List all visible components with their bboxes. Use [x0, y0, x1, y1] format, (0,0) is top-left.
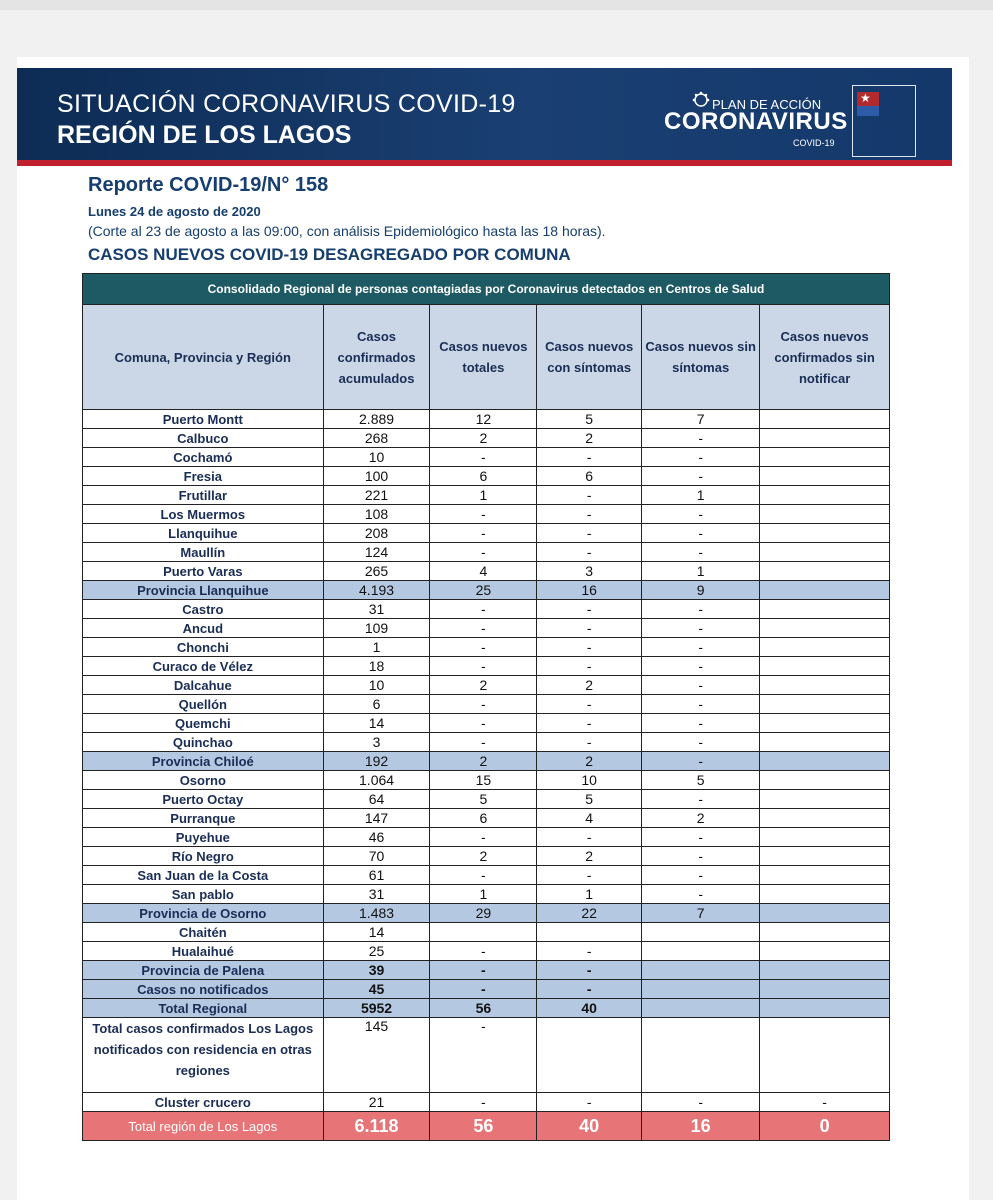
cell-acumulados: 6.118	[323, 1112, 430, 1141]
cell-sin-notificar	[760, 543, 890, 562]
header-sin-sintomas: Casos nuevos sin síntomas	[642, 305, 760, 410]
cell-sin-sintomas: -	[642, 752, 760, 771]
province-row	[83, 581, 890, 600]
cell-acumulados: 208	[323, 524, 430, 543]
cell-sin-sintomas: -	[642, 885, 760, 904]
cell-nuevos-totales: -	[430, 1093, 537, 1112]
cell-nuevos-totales: -	[430, 524, 537, 543]
virus-icon	[690, 91, 712, 107]
cell-acumulados: 265	[323, 562, 430, 581]
cell-nuevos-totales: -	[430, 866, 537, 885]
cell-sin-sintomas	[642, 961, 760, 980]
cell-con-sintomas: -	[537, 695, 642, 714]
cell-comuna: Curaco de Vélez	[83, 657, 324, 676]
cell-con-sintomas: 10	[537, 771, 642, 790]
cell-comuna: Osorno	[83, 771, 324, 790]
cell-con-sintomas: 6	[537, 467, 642, 486]
cell-acumulados: 14	[323, 923, 430, 942]
cell-nuevos-totales: -	[430, 733, 537, 752]
cell-sin-notificar	[760, 638, 890, 657]
cell-comuna: Provincia Llanquihue	[83, 581, 324, 600]
cell-sin-notificar	[760, 942, 890, 961]
cell-con-sintomas: -	[537, 733, 642, 752]
cell-con-sintomas: -	[537, 961, 642, 980]
cell-nuevos-totales: -	[430, 1018, 537, 1093]
cell-comuna: Quellón	[83, 695, 324, 714]
cell-con-sintomas: 3	[537, 562, 642, 581]
cell-comuna: Ancud	[83, 619, 324, 638]
cell-con-sintomas: 1	[537, 885, 642, 904]
cell-con-sintomas: 2	[537, 676, 642, 695]
cell-nuevos-totales: 2	[430, 676, 537, 695]
cell-comuna: Chonchi	[83, 638, 324, 657]
cell-con-sintomas: -	[537, 600, 642, 619]
cell-comuna: Quinchao	[83, 733, 324, 752]
cell-comuna: Provincia Chiloé	[83, 752, 324, 771]
cell-comuna: Total Regional	[83, 999, 324, 1018]
cell-acumulados: 124	[323, 543, 430, 562]
cell-sin-sintomas: -	[642, 448, 760, 467]
cell-sin-notificar	[760, 524, 890, 543]
cell-comuna: Cluster crucero	[83, 1093, 324, 1112]
covid-label: COVID-19	[793, 138, 835, 148]
cell-sin-sintomas: 2	[642, 809, 760, 828]
cell-nuevos-totales: 56	[430, 999, 537, 1018]
table-body	[83, 410, 890, 1141]
cell-nuevos-totales: -	[430, 448, 537, 467]
cell-acumulados: 46	[323, 828, 430, 847]
cell-comuna: Purranque	[83, 809, 324, 828]
cell-sin-notificar	[760, 961, 890, 980]
cell-sin-notificar	[760, 847, 890, 866]
cell-nuevos-totales: 1	[430, 486, 537, 505]
cell-sin-sintomas	[642, 980, 760, 999]
cell-con-sintomas: 2	[537, 752, 642, 771]
cell-sin-sintomas: -	[642, 467, 760, 486]
cell-con-sintomas: 16	[537, 581, 642, 600]
cell-nuevos-totales: -	[430, 638, 537, 657]
cell-sin-notificar	[760, 657, 890, 676]
cell-acumulados: 18	[323, 657, 430, 676]
cell-acumulados: 3	[323, 733, 430, 752]
table-row	[83, 695, 890, 714]
cases-table	[82, 273, 890, 1141]
cell-acumulados: 10	[323, 448, 430, 467]
header-comuna: Comuna, Provincia y Región	[83, 305, 324, 410]
table-row	[83, 771, 890, 790]
cell-comuna: Dalcahue	[83, 676, 324, 695]
cell-nuevos-totales: -	[430, 714, 537, 733]
cell-nuevos-totales: -	[430, 695, 537, 714]
cell-acumulados: 61	[323, 866, 430, 885]
header-con-sintomas: Casos nuevos con síntomas	[537, 305, 642, 410]
cell-sin-notificar	[760, 771, 890, 790]
cell-sin-notificar	[760, 486, 890, 505]
cell-sin-notificar	[760, 752, 890, 771]
cell-acumulados: 221	[323, 486, 430, 505]
total-row	[83, 999, 890, 1018]
cell-acumulados: 1.064	[323, 771, 430, 790]
cell-acumulados: 1.483	[323, 904, 430, 923]
section-title: CASOS NUEVOS COVID-19 DESAGREGADO POR COMUNA	[88, 245, 571, 264]
table-row	[83, 543, 890, 562]
cell-sin-sintomas: -	[642, 429, 760, 448]
table-row	[83, 847, 890, 866]
cell-sin-sintomas: -	[642, 714, 760, 733]
cell-sin-notificar	[760, 904, 890, 923]
cell-acumulados: 21	[323, 1093, 430, 1112]
table-caption: Consolidado Regional de personas contagiadas por Coronavirus detectados en Centros de Salud	[83, 274, 890, 305]
table-row	[83, 714, 890, 733]
cell-sin-notificar	[760, 885, 890, 904]
plan-label: PLAN DE ACCIÓN	[712, 97, 822, 112]
cell-sin-notificar	[760, 714, 890, 733]
table-row	[83, 809, 890, 828]
cell-sin-notificar	[760, 410, 890, 429]
table-row	[83, 505, 890, 524]
cell-comuna: Llanquihue	[83, 524, 324, 543]
report-date: Lunes 24 de agosto de 2020	[88, 204, 261, 219]
cell-acumulados: 4.193	[323, 581, 430, 600]
cell-comuna: Puerto Varas	[83, 562, 324, 581]
cell-acumulados: 39	[323, 961, 430, 980]
cell-nuevos-totales: -	[430, 543, 537, 562]
cell-sin-sintomas: -	[642, 733, 760, 752]
cell-comuna: Quemchi	[83, 714, 324, 733]
cell-sin-notificar	[760, 733, 890, 752]
cell-sin-sintomas: -	[642, 847, 760, 866]
cell-con-sintomas: 2	[537, 429, 642, 448]
cell-acumulados: 100	[323, 467, 430, 486]
cell-sin-notificar	[760, 429, 890, 448]
cell-comuna: Casos no notificados	[83, 980, 324, 999]
cell-acumulados: 10	[323, 676, 430, 695]
cell-nuevos-totales: -	[430, 828, 537, 847]
cell-acumulados: 14	[323, 714, 430, 733]
cell-sin-sintomas: -	[642, 866, 760, 885]
cell-sin-sintomas: -	[642, 543, 760, 562]
cell-comuna: Total casos confirmados Los Lagos notificados con residencia en otras regiones	[83, 1018, 324, 1093]
cell-acumulados: 25	[323, 942, 430, 961]
cell-comuna: Chaitén	[83, 923, 324, 942]
cell-sin-sintomas	[642, 942, 760, 961]
cell-nuevos-totales: 2	[430, 752, 537, 771]
cell-con-sintomas: 40	[537, 999, 642, 1018]
cell-nuevos-totales: 5	[430, 790, 537, 809]
cell-nuevos-totales	[430, 923, 537, 942]
cell-sin-sintomas: -	[642, 676, 760, 695]
cell-comuna: Puyehue	[83, 828, 324, 847]
table-row	[83, 923, 890, 942]
cell-sin-sintomas: -	[642, 505, 760, 524]
cell-sin-notificar	[760, 999, 890, 1018]
cell-con-sintomas: 22	[537, 904, 642, 923]
table-row	[83, 619, 890, 638]
cell-sin-notificar: -	[760, 1093, 890, 1112]
banner-title-line2: REGIÓN DE LOS LAGOS	[57, 121, 352, 149]
cell-sin-sintomas: -	[642, 619, 760, 638]
table-row	[83, 524, 890, 543]
table-row	[83, 1093, 890, 1112]
cell-sin-sintomas: -	[642, 695, 760, 714]
table-row	[83, 410, 890, 429]
table-row	[83, 429, 890, 448]
grand-total-row	[83, 1112, 890, 1141]
cell-nuevos-totales: -	[430, 980, 537, 999]
cell-acumulados: 2.889	[323, 410, 430, 429]
cell-comuna: Provincia de Osorno	[83, 904, 324, 923]
cell-nuevos-totales: 29	[430, 904, 537, 923]
cell-sin-notificar	[760, 600, 890, 619]
cell-sin-notificar	[760, 505, 890, 524]
cell-comuna: Castro	[83, 600, 324, 619]
cell-comuna: San Juan de la Costa	[83, 866, 324, 885]
cell-sin-sintomas: -	[642, 524, 760, 543]
cell-nuevos-totales: -	[430, 505, 537, 524]
cell-con-sintomas	[537, 923, 642, 942]
cell-comuna: Hualaihué	[83, 942, 324, 961]
header-banner	[17, 68, 952, 166]
table-row	[83, 467, 890, 486]
cell-comuna: Puerto Montt	[83, 410, 324, 429]
table-row	[83, 562, 890, 581]
cell-acumulados: 268	[323, 429, 430, 448]
table-row	[83, 600, 890, 619]
cell-sin-notificar	[760, 866, 890, 885]
cell-sin-sintomas: 7	[642, 410, 760, 429]
cell-sin-sintomas: -	[642, 657, 760, 676]
total-row	[83, 980, 890, 999]
cell-comuna: Maullín	[83, 543, 324, 562]
table-row	[83, 1018, 890, 1093]
cell-con-sintomas: 5	[537, 410, 642, 429]
table-row	[83, 790, 890, 809]
cell-sin-notificar	[760, 695, 890, 714]
cell-con-sintomas: 40	[537, 1112, 642, 1141]
cell-con-sintomas: -	[537, 486, 642, 505]
cell-acumulados: 109	[323, 619, 430, 638]
cell-con-sintomas: -	[537, 543, 642, 562]
header-sin-notificar: Casos nuevos confirmados sin notificar	[760, 305, 890, 410]
cell-sin-sintomas: -	[642, 828, 760, 847]
cell-comuna: Río Negro	[83, 847, 324, 866]
cell-con-sintomas: 2	[537, 847, 642, 866]
table-row	[83, 866, 890, 885]
cell-comuna: San pablo	[83, 885, 324, 904]
ministry-logo: ★	[852, 85, 916, 157]
cell-nuevos-totales: -	[430, 942, 537, 961]
cell-sin-notificar	[760, 790, 890, 809]
cell-nuevos-totales: 1	[430, 885, 537, 904]
cell-acumulados: 6	[323, 695, 430, 714]
cell-sin-sintomas: 1	[642, 562, 760, 581]
cell-comuna: Frutillar	[83, 486, 324, 505]
cell-con-sintomas: -	[537, 980, 642, 999]
table-row	[83, 828, 890, 847]
cell-nuevos-totales: -	[430, 657, 537, 676]
table-row	[83, 486, 890, 505]
cell-nuevos-totales: 2	[430, 429, 537, 448]
cell-nuevos-totales: 12	[430, 410, 537, 429]
cell-sin-sintomas: 5	[642, 771, 760, 790]
cell-con-sintomas: -	[537, 505, 642, 524]
cell-acumulados: 31	[323, 600, 430, 619]
cell-acumulados: 70	[323, 847, 430, 866]
cell-comuna: Fresia	[83, 467, 324, 486]
cell-con-sintomas: -	[537, 828, 642, 847]
cell-sin-sintomas: 1	[642, 486, 760, 505]
cell-sin-sintomas	[642, 923, 760, 942]
cell-comuna: Total región de Los Lagos	[83, 1112, 324, 1141]
table-row	[83, 733, 890, 752]
cell-acumulados: 147	[323, 809, 430, 828]
cell-sin-sintomas: 16	[642, 1112, 760, 1141]
table-row	[83, 657, 890, 676]
cell-sin-sintomas: 9	[642, 581, 760, 600]
cell-comuna: Calbuco	[83, 429, 324, 448]
cell-con-sintomas: 5	[537, 790, 642, 809]
cell-sin-sintomas	[642, 1018, 760, 1093]
total-row	[83, 961, 890, 980]
table-row	[83, 676, 890, 695]
cell-sin-notificar	[760, 448, 890, 467]
cell-con-sintomas	[537, 1018, 642, 1093]
cell-sin-notificar	[760, 676, 890, 695]
cell-sin-sintomas: -	[642, 790, 760, 809]
cell-con-sintomas: -	[537, 619, 642, 638]
cell-nuevos-totales: 56	[430, 1112, 537, 1141]
cell-nuevos-totales: 25	[430, 581, 537, 600]
province-row	[83, 752, 890, 771]
cell-nuevos-totales: -	[430, 600, 537, 619]
cell-sin-notificar	[760, 980, 890, 999]
cell-sin-notificar	[760, 923, 890, 942]
cell-comuna: Los Muermos	[83, 505, 324, 524]
cell-con-sintomas: -	[537, 866, 642, 885]
cell-acumulados: 192	[323, 752, 430, 771]
cell-con-sintomas: 4	[537, 809, 642, 828]
cell-acumulados: 145	[323, 1018, 430, 1093]
cell-nuevos-totales: -	[430, 961, 537, 980]
report-note: (Corte al 23 de agosto a las 09:00, con análisis Epidemiológico hasta las 18 horas).	[88, 223, 606, 239]
cell-acumulados: 108	[323, 505, 430, 524]
table-row	[83, 942, 890, 961]
cell-nuevos-totales: 4	[430, 562, 537, 581]
coronavirus-label: CORONAVIRUS	[664, 108, 848, 135]
cell-nuevos-totales: 15	[430, 771, 537, 790]
cell-acumulados: 1	[323, 638, 430, 657]
cell-nuevos-totales: 2	[430, 847, 537, 866]
cell-comuna: Puerto Octay	[83, 790, 324, 809]
cell-comuna: Cochamó	[83, 448, 324, 467]
cell-sin-notificar	[760, 828, 890, 847]
top-bar	[0, 0, 993, 10]
cell-sin-notificar	[760, 619, 890, 638]
cell-sin-notificar	[760, 562, 890, 581]
cell-acumulados: 5952	[323, 999, 430, 1018]
province-row	[83, 904, 890, 923]
cell-con-sintomas: -	[537, 714, 642, 733]
cell-acumulados: 45	[323, 980, 430, 999]
cell-sin-sintomas: 7	[642, 904, 760, 923]
header-acumulados: Casos confirmados acumulados	[323, 305, 430, 410]
header-nuevos-totales: Casos nuevos totales	[430, 305, 537, 410]
cell-sin-sintomas: -	[642, 1093, 760, 1112]
cell-con-sintomas: -	[537, 1093, 642, 1112]
cell-con-sintomas: -	[537, 524, 642, 543]
cell-sin-notificar	[760, 581, 890, 600]
report-title: Reporte COVID-19/N° 158	[88, 174, 329, 196]
cell-con-sintomas: -	[537, 448, 642, 467]
cell-con-sintomas: -	[537, 657, 642, 676]
cell-con-sintomas: -	[537, 942, 642, 961]
cell-sin-sintomas	[642, 999, 760, 1018]
cell-comuna: Provincia de Palena	[83, 961, 324, 980]
cell-con-sintomas: -	[537, 638, 642, 657]
banner-title-line1: SITUACIÓN CORONAVIRUS COVID-19	[57, 90, 516, 118]
cell-sin-notificar	[760, 1018, 890, 1093]
document-page	[17, 57, 969, 1200]
cell-sin-notificar	[760, 467, 890, 486]
table-row	[83, 885, 890, 904]
banner-stripe	[17, 160, 952, 166]
cell-acumulados: 64	[323, 790, 430, 809]
cell-sin-notificar: 0	[760, 1112, 890, 1141]
cell-sin-sintomas: -	[642, 638, 760, 657]
cell-nuevos-totales: 6	[430, 467, 537, 486]
cell-acumulados: 31	[323, 885, 430, 904]
table-row	[83, 638, 890, 657]
cell-nuevos-totales: -	[430, 619, 537, 638]
cell-nuevos-totales: 6	[430, 809, 537, 828]
table-row	[83, 448, 890, 467]
cell-sin-sintomas: -	[642, 600, 760, 619]
cell-sin-notificar	[760, 809, 890, 828]
